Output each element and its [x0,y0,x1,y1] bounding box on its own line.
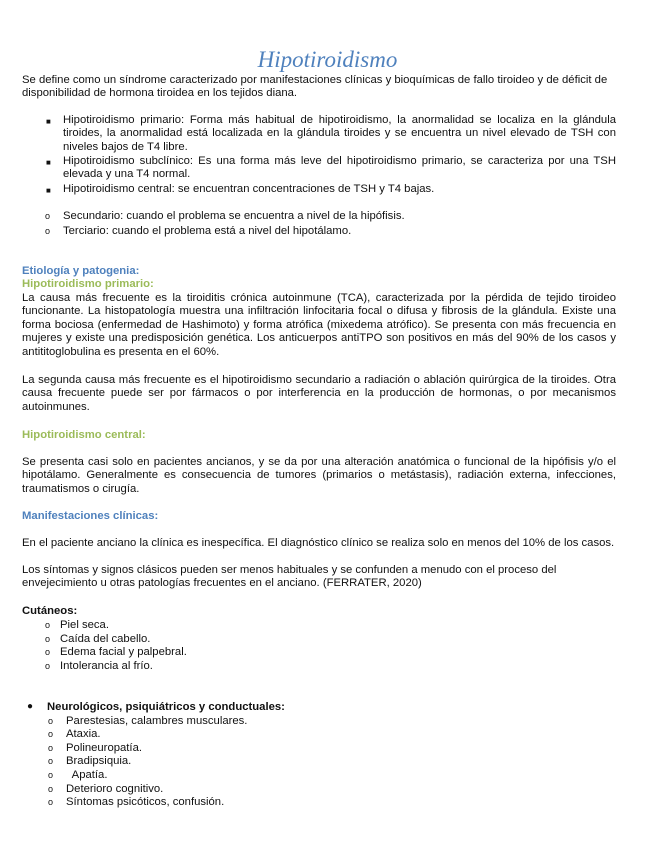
list-item: Polineuropatía. [66,742,142,754]
list-item: Piel seca. [60,619,109,631]
list-item: Hipotiroidismo primario: Forma más habitual de hipotiroidismo, la anormalidad se localiza en la glándula tiroides, la anormalidad está localizada en la glándula tiroides y se encuentra un nivel elevado de TSH con niveles bajos de T4 libre. [63,114,616,153]
central-heading: Hipotiroidismo central: [22,429,146,441]
list-item: Hipotiroidismo subclínico: Es una forma más leve del hipotiroidismo primario, se caracteriza por una TSH elevada y una T4 normal. [63,155,616,181]
intro-paragraph: Se define como un síndrome caracterizado por manifestaciones clínicas y bioquímicas de fallo tiroideo y de déficit de disponibilidad de hormona tiroidea en los tejidos diana. [22,74,608,100]
circle-bullet-icon: o [48,756,54,766]
list-item: Hipotiroidismo central: se encuentran concentraciones de TSH y T4 bajas. [63,183,435,195]
circle-bullet-icon: o [48,784,54,794]
circle-bullet-icon: o [48,770,54,780]
etiology-heading: Etiología y patogenia: [22,265,140,277]
primary-paragraph-1: La causa más frecuente es la tiroiditis crónica autoinmune (TCA), caracterizada por la pérdida de tejido tiroideo funcionante. La histopatología muestra una infiltración linfocitaria focal o difusa y fibrosis de la glándula. Existe una forma bociosa (enfermedad de Hashimoto) y forma atrófica (mixedema atrófico). Se presenta con más frecuencia en mujeres y existe una predisposición genética. Los anticuerpos antiTPO son positivos en más del 90% de los casos y antititoglobulina es presenta en el 60%. [22,292,616,358]
list-item: Deterioro cognitivo. [66,783,164,795]
primary-paragraph-2: La segunda causa más frecuente es el hipotiroidismo secundario a radiación o ablación quirúrgica de la tiroides. Otra causa frecuente puede ser por fármacos o por interferencia en la producción de hormonas, o por mecanismos autoinmunes. [22,374,616,413]
manifest-heading: Manifestaciones clínicas: [22,510,159,522]
list-item: Intolerancia al frío. [60,660,153,672]
list-item: Edema facial y palpebral. [60,646,187,658]
bullet-marker: ■ [46,186,51,195]
list-item: Apatía. [66,769,108,781]
circle-bullet-icon: o [45,226,51,236]
list-item: Parestesias, calambres musculares. [66,715,248,727]
list-item: Terciario: cuando el problema está a nivel del hipotálamo. [63,225,352,237]
circle-bullet-icon: o [48,743,54,753]
circle-bullet-icon: o [45,634,51,644]
circle-bullet-icon: o [45,661,51,671]
bullet-marker: ■ [46,117,51,126]
circle-bullet-icon: o [48,716,54,726]
page-title: Hipotiroidismo [257,47,398,72]
list-item: Síntomas psicóticos, confusión. [66,796,225,808]
circle-bullet-icon: o [45,211,51,221]
neuro-heading: Neurológicos, psiquiátricos y conductuales: [47,701,285,713]
list-item: Bradipsiquia. [66,755,132,767]
central-paragraph: Se presenta casi solo en pacientes ancianos, y se da por una alteración anatómica o funcional de la hipófisis y/o el hipotálamo. Generalmente es consecuencia de tumores (primarios o metástasis), radiación externa, infecciones, traumatismos o cirugía. [22,456,616,495]
primary-heading: Hipotiroidismo primario: [22,278,154,290]
list-item: Caída del cabello. [60,633,151,645]
bullet-icon: ● [27,701,34,712]
list-item: Ataxia. [66,728,101,740]
bullet-marker: ■ [46,158,51,167]
circle-bullet-icon: o [45,647,51,657]
circle-bullet-icon: o [48,797,54,807]
manifest-paragraph-1: En el paciente anciano la clínica es inespecífica. El diagnóstico clínico se realiza solo en menos del 10% de los casos. [22,537,615,549]
circle-bullet-icon: o [45,620,51,630]
list-item: Secundario: cuando el problema se encuentra a nivel de la hipófisis. [63,210,405,222]
cutaneous-heading: Cutáneos: [22,605,78,617]
manifest-paragraph-2: Los síntomas y signos clásicos pueden ser menos habituales y se confunden a menudo con el proceso del envejecimiento u otras patologías frecuentes en el anciano. (FERRATER, 2020) [22,564,557,590]
circle-bullet-icon: o [48,729,54,739]
